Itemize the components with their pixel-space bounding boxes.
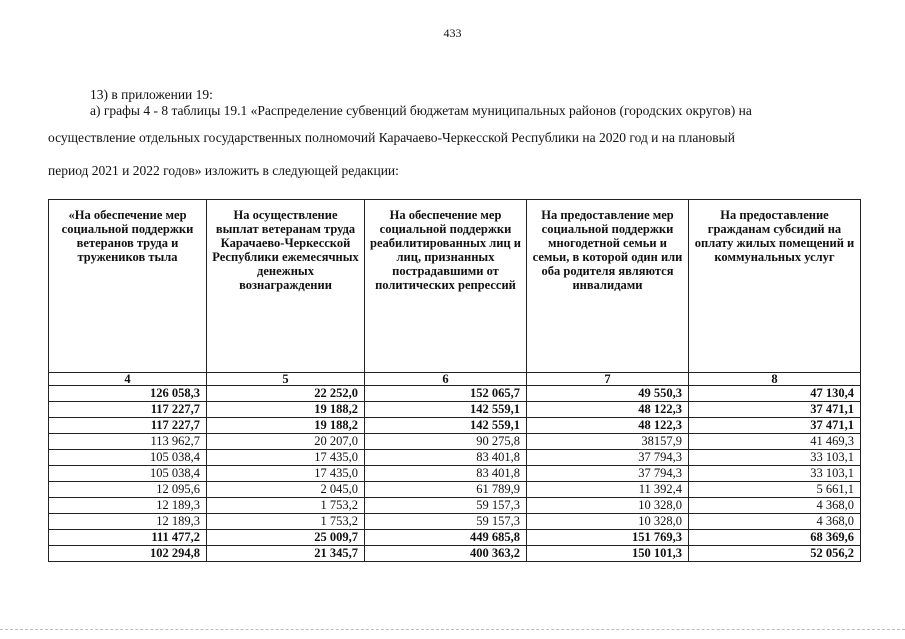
table-row [49, 546, 861, 562]
paragraph-line-1: а) графы 4 - 8 таблицы 19.1 «Распределение субвенций бюджетам муниципальных районов (городских округов) на [90, 103, 752, 118]
table-cell: 117 227,7 [49, 418, 207, 434]
table-cell: 37 471,1 [689, 418, 861, 434]
header-col-5: На осуществление выплат ветеранам труда Карачаево-Черкесской Республики ежемесячных денежных вознаграждении [207, 200, 365, 373]
table-cell: 449 685,8 [365, 530, 527, 546]
table-cell: 59 157,3 [365, 498, 527, 514]
table-cell: 25 009,7 [207, 530, 365, 546]
table-row [49, 466, 861, 482]
table-cell: 41 469,3 [689, 434, 861, 450]
table-cell: 33 103,1 [689, 450, 861, 466]
table-cell: 152 065,7 [365, 386, 527, 402]
table-cell: 47 130,4 [689, 386, 861, 402]
paragraph-line-3: период 2021 и 2022 годов» изложить в следующей редакции: [48, 163, 399, 178]
table-cell: 61 789,9 [365, 482, 527, 498]
table-row [49, 402, 861, 418]
table-cell: 126 058,3 [49, 386, 207, 402]
table-cell: 17 435,0 [207, 450, 365, 466]
table-cell: 117 227,7 [49, 402, 207, 418]
table-cell: 105 038,4 [49, 466, 207, 482]
table-cell: 10 328,0 [527, 514, 689, 530]
table-cell: 2 045,0 [207, 482, 365, 498]
column-number: 4 [49, 373, 207, 386]
table-cell: 83 401,8 [365, 450, 527, 466]
table-row [49, 514, 861, 530]
paragraph-intro: 13) в приложении 19: [90, 87, 213, 102]
paragraph-line-2: осуществление отдельных государственных полномочий Карачаево-Черкесской Республики на 2020 год и на плановый [48, 130, 735, 145]
table-cell: 11 392,4 [527, 482, 689, 498]
table-row [49, 482, 861, 498]
column-number: 5 [207, 373, 365, 386]
table-cell: 19 188,2 [207, 402, 365, 418]
table-cell: 1 753,2 [207, 514, 365, 530]
column-number: 8 [689, 373, 861, 386]
table-cell: 59 157,3 [365, 514, 527, 530]
table-body [49, 386, 861, 562]
table-cell: 1 753,2 [207, 498, 365, 514]
table-cell: 83 401,8 [365, 466, 527, 482]
column-number: 7 [527, 373, 689, 386]
table-cell: 38157,9 [527, 434, 689, 450]
table-cell: 48 122,3 [527, 418, 689, 434]
table-cell: 12 095,6 [49, 482, 207, 498]
table-row [49, 418, 861, 434]
table-cell: 400 363,2 [365, 546, 527, 562]
table-cell: 52 056,2 [689, 546, 861, 562]
table-cell: 37 471,1 [689, 402, 861, 418]
table-cell: 20 207,0 [207, 434, 365, 450]
table-row [49, 530, 861, 546]
table-cell: 4 368,0 [689, 498, 861, 514]
table-cell: 150 101,3 [527, 546, 689, 562]
table-cell: 142 559,1 [365, 402, 527, 418]
column-number-row [49, 373, 861, 386]
table-cell: 49 550,3 [527, 386, 689, 402]
table-cell: 12 189,3 [49, 498, 207, 514]
table-cell: 113 962,7 [49, 434, 207, 450]
page-number: 433 [443, 26, 462, 40]
table-cell: 33 103,1 [689, 466, 861, 482]
table-cell: 5 661,1 [689, 482, 861, 498]
table-row [49, 434, 861, 450]
table-cell: 10 328,0 [527, 498, 689, 514]
header-col-4: «На обеспечение мер социальной поддержки ветеранов труда и тружеников тыла [49, 200, 207, 373]
column-number: 6 [365, 373, 527, 386]
table-cell: 102 294,8 [49, 546, 207, 562]
table-cell: 105 038,4 [49, 450, 207, 466]
table-cell: 68 369,6 [689, 530, 861, 546]
table-cell: 37 794,3 [527, 450, 689, 466]
table-row [49, 386, 861, 402]
header-col-8: На предоставление гражданам субсидий на оплату жилых помещений и коммунальных услуг [689, 200, 861, 373]
header-col-6: На обеспечение мер социальной поддержки реабилитированных лиц и лиц, признанных пострадавшими от политических репрессий [365, 200, 527, 373]
table-cell: 37 794,3 [527, 466, 689, 482]
header-col-7: На предоставление мер социальной поддержки многодетной семьи и семьи, в которой один или оба родителя являются инвалидами [527, 200, 689, 373]
table-row [49, 498, 861, 514]
table-cell: 17 435,0 [207, 466, 365, 482]
table-cell: 90 275,8 [365, 434, 527, 450]
table-header-row [49, 200, 861, 373]
table-cell: 22 252,0 [207, 386, 365, 402]
table-cell: 19 188,2 [207, 418, 365, 434]
table-cell: 4 368,0 [689, 514, 861, 530]
table-cell: 12 189,3 [49, 514, 207, 530]
subvention-table [48, 199, 861, 562]
table-cell: 48 122,3 [527, 402, 689, 418]
table-cell: 21 345,7 [207, 546, 365, 562]
table-cell: 142 559,1 [365, 418, 527, 434]
table-cell: 111 477,2 [49, 530, 207, 546]
table-cell: 151 769,3 [527, 530, 689, 546]
bottom-divider [0, 629, 905, 630]
table-row [49, 450, 861, 466]
